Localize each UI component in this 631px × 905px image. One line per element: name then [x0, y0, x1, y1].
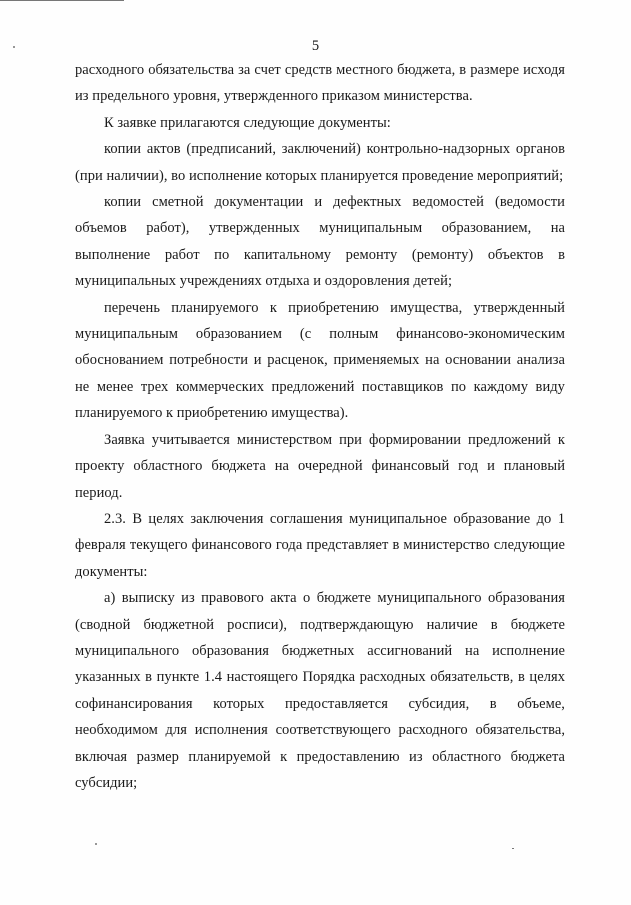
- paragraph-inspection-acts: копии актов (предписаний, заключений) контрольно-надзорных органов (при наличии), во исполнение которых планируется проведение мероприятий;: [75, 141, 565, 184]
- page-number: 5: [311, 38, 320, 54]
- paragraph-attachments-intro: К заявке прилагаются следующие документы:: [104, 114, 391, 131]
- scan-speck: [512, 848, 514, 849]
- paragraph-estimate-documentation: копии сметной документации и дефектных ведомостей (ведомости объемов работ), утвержденных муниципальным образованием, на выполнение работ по капитальному ремонту (ремонту) объектов в муниципальных учреждениях отдыха и оздоровления детей;: [75, 194, 565, 290]
- paragraph-section-2-3: 2.3. В целях заключения соглашения муниципальное образование до 1 февраля текущего финансового года представляет в министерство следующие документы:: [75, 510, 565, 580]
- document-body: [75, 57, 565, 796]
- paragraph-item-a: а) выписку из правового акта о бюджете муниципального образования (сводной бюджетной росписи), подтверждающую наличие в бюджете муниципального образования бюджетных ассигнований на исполнение указанных в пункте 1.4 настоящего Порядка расходных обязательств, в целях софинансирования которых предоставляется субсидия, в объеме, необходимом для исполнения соответствующего расходного обязательства, включая размер планируемой к предоставлению из областного бюджета субсидии;: [75, 590, 565, 791]
- paragraph-property-list: перечень планируемого к приобретению имущества, утвержденный муниципальным образованием (с полным финансово-экономическим обоснованием потребности и расценок, применяемых на основании анализа не менее трех коммерческих предложений поставщиков по каждому виду планируемого к приобретению имущества).: [75, 299, 565, 422]
- paragraph-continuation: расходного обязательства за счет средств местного бюджета, в размере исходя из предельного уровня, утвержденного приказом министерства.: [75, 62, 565, 105]
- scan-edge-line: [0, 0, 124, 1]
- paragraph-budget-proposals: Заявка учитывается министерством при формировании предложений к проекту областного бюджета на очередной финансовый год и плановый период.: [75, 431, 565, 501]
- scan-speck: [95, 843, 97, 845]
